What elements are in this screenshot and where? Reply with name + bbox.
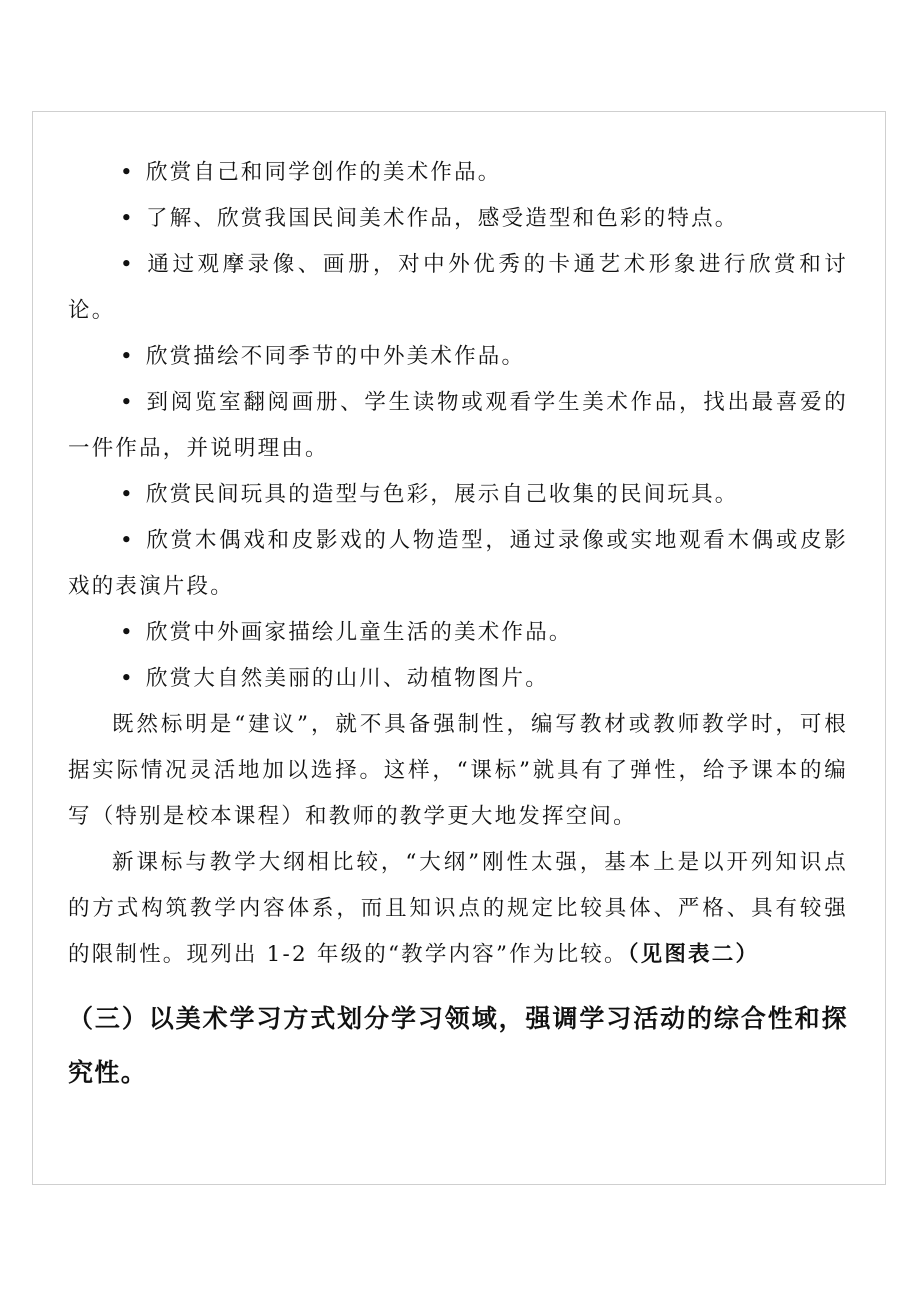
bullet-dot: • <box>120 528 135 553</box>
bullet-item <box>68 472 848 518</box>
bullet-dot: • <box>120 666 135 691</box>
bullet-text: 欣赏大自然美丽的山川、动植物图片。 <box>146 666 549 691</box>
bullet-dot: • <box>120 344 135 369</box>
bullet-dot: • <box>120 482 135 507</box>
bullet-item <box>68 518 848 610</box>
bullet-text: 了解、欣赏我国民间美术作品，感受造型和色彩的特点。 <box>146 206 739 231</box>
bullet-item <box>68 196 848 242</box>
body-paragraph: 既然标明是“建议”，就不具备强制性，编写教材或教师教学时，可根据实际情况灵活地加以选择。这样，“课标”就具有了弹性，给予课本的编写（特别是校本课程）和教师的教学更大地发挥空间。 <box>68 712 848 829</box>
bullet-dot: • <box>120 390 135 415</box>
bullet-dot: • <box>120 620 135 645</box>
paragraph-text: 新课标与教学大纲相比较，“大纲”刚性太强，基本上是以开列知识点的方式构筑教学内容体系，而且知识点的规定比较具体、严格、具有较强的限制性。现列出 1-2 年级的“教学内容”作为比较。 <box>68 850 848 967</box>
figure-reference: （见图表二） <box>627 942 760 967</box>
bullet-dot: • <box>120 160 135 185</box>
body-paragraph <box>68 840 848 978</box>
bullet-text: 欣赏描绘不同季节的中外美术作品。 <box>146 344 526 369</box>
section-heading: （三）以美术学习方式划分学习领域，强调学习活动的综合性和探究性。 <box>68 1004 848 1087</box>
bullet-dot: • <box>120 252 135 277</box>
bullet-text: 欣赏木偶戏和皮影戏的人物造型，通过录像或实地观看木偶或皮影戏的表演片段。 <box>68 528 848 599</box>
bullet-item <box>68 656 848 702</box>
bullet-text: 欣赏自己和同学创作的美术作品。 <box>146 160 502 185</box>
bullet-item <box>68 380 848 472</box>
document-body <box>68 150 848 1100</box>
bullet-item <box>68 610 848 656</box>
bullet-text: 通过观摩录像、画册，对中外优秀的卡通艺术形象进行欣赏和讨论。 <box>68 252 848 323</box>
bullet-item <box>68 150 848 196</box>
bullet-dot: • <box>120 206 135 231</box>
bullet-text: 欣赏民间玩具的造型与色彩，展示自己收集的民间玩具。 <box>146 482 739 507</box>
bullet-text: 欣赏中外画家描绘儿童生活的美术作品。 <box>146 620 573 645</box>
bullet-item <box>68 242 848 334</box>
bullet-text: 到阅览室翻阅画册、学生读物或观看学生美术作品，找出最喜爱的一件作品，并说明理由。 <box>68 390 848 461</box>
bullet-item <box>68 334 848 380</box>
